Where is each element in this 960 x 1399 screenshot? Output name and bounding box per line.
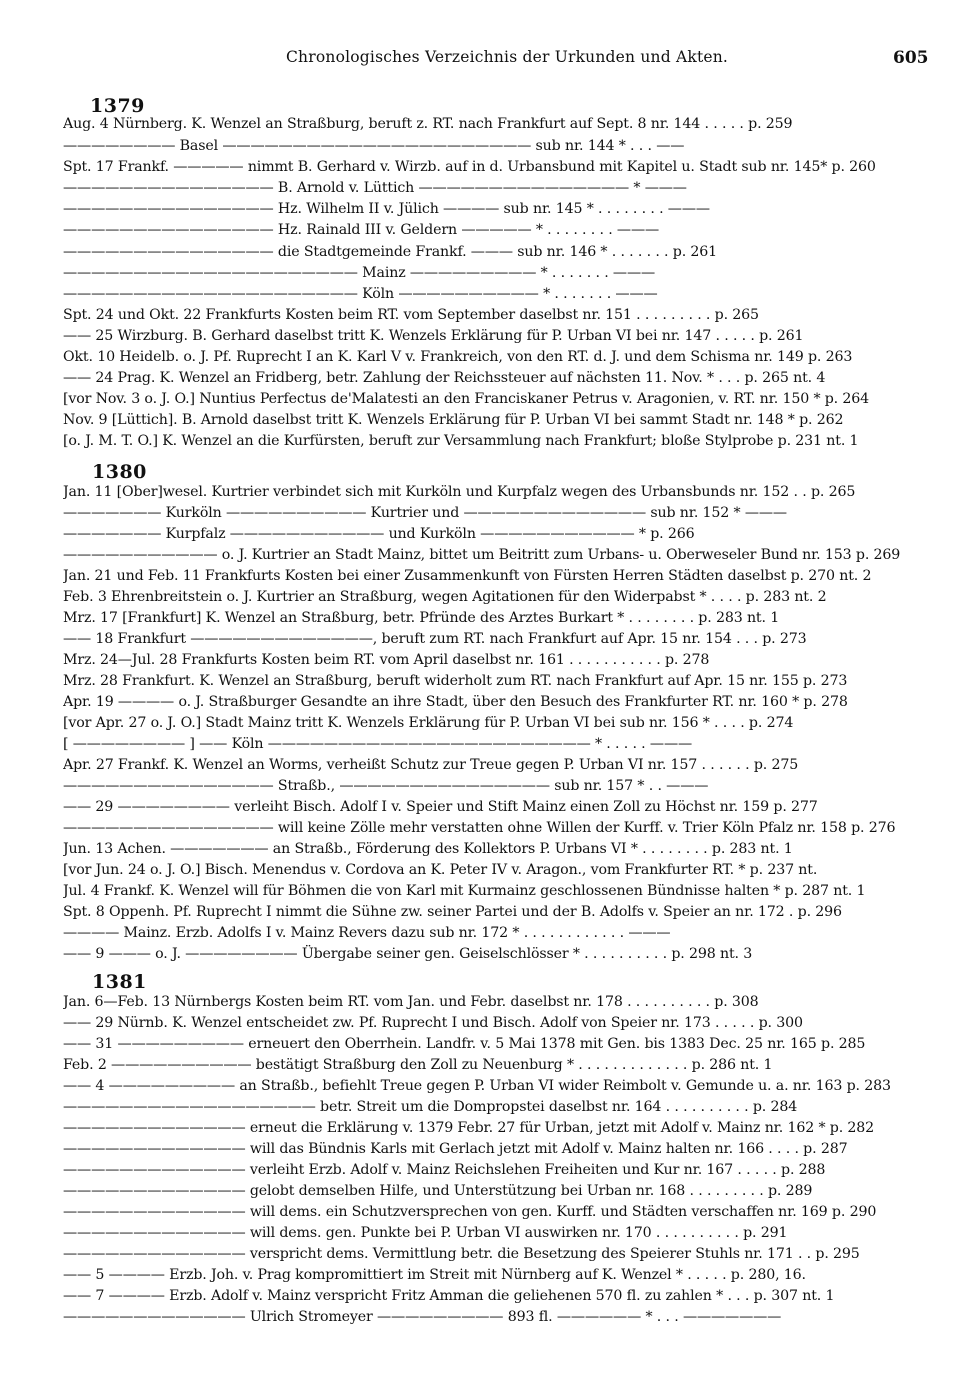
entry-line: Spt. 17 Frankf. ————— nimmt B. Gerhard v. Wirzb. auf in d. Urbansbund mit Kapitel u. Stadt sub nr. 145* p. 260 bbox=[63, 159, 876, 175]
entry-line: Jan. 6—Feb. 13 Nürnbergs Kosten beim RT. vom Jan. und Febr. daselbst nr. 178 . . . . . . . . . . p. 308 bbox=[63, 994, 759, 1010]
entry-line: —————————————————— betr. Streit um die Dompropstei daselbst nr. 164 . . . . . . . . . . p. 284 bbox=[63, 1099, 798, 1115]
entry-line: Feb. 2 —————————— bestätigt Straßburg den Zoll zu Neuenburg * . . . . . . . . . . . . . p. 286 nt. 1 bbox=[63, 1057, 773, 1073]
entry-line: —— 18 Frankfurt —————————————, beruft zum RT. nach Frankfurt auf Apr. 15 nr. 154 . . . p. 273 bbox=[63, 631, 807, 647]
entry-line: Apr. 27 Frankf. K. Wenzel an Worms, verheißt Schutz zur Treue gegen P. Urban VI nr. 157 . . . . . . p. 275 bbox=[63, 757, 799, 773]
entry-line: —— 25 Wirzburg. B. Gerhard daselbst tritt K. Wenzels Erklärung für P. Urban VI bei nr. 147 . . . . . p. 261 bbox=[63, 328, 804, 344]
entry-line: —— 24 Prag. K. Wenzel an Fridberg, betr. Zahlung der Reichssteuer auf nächsten 11. Nov. * . . . p. 265 nt. 4 bbox=[63, 370, 826, 386]
entry-line: ——————— Kurköln —————————— Kurtrier und ————————————— sub nr. 152 * ——— bbox=[63, 505, 787, 521]
entry-line: ———————— Basel —————————————————————— sub nr. 144 * . . . —— bbox=[63, 138, 685, 154]
year-heading: 1381 bbox=[92, 971, 147, 993]
entry-line: [vor Jun. 24 o. J. O.] Bisch. Menendus v. Cordova an K. Peter IV v. Aragon., vom Frankfurter RT. * p. 237 nt. bbox=[63, 862, 818, 878]
entry-line: ——————————————— Straßb., ——————————————— sub nr. 157 * . . ——— bbox=[63, 778, 709, 794]
entry-line: Feb. 3 Ehrenbreitstein o. J. Kurtrier an Straßburg, wegen Agitationen für den Widerpabst * . . . . p. 283 nt. 2 bbox=[63, 589, 827, 605]
running-title: Chronologisches Verzeichnis der Urkunden und Akten. bbox=[286, 48, 729, 66]
entry-line: —— 9 ——— o. J. ———————— Übergabe seiner gen. Geiselschlösser * . . . . . . . . . . p. 298 nt. 3 bbox=[63, 946, 753, 962]
running-header bbox=[0, 44, 960, 74]
entry-line: ——————————————— die Stadtgemeinde Frankf. ——— sub nr. 146 * . . . . . . . p. 261 bbox=[63, 244, 718, 260]
entry-line: Okt. 10 Heidelb. o. J. Pf. Ruprecht I an K. Karl V v. Frankreich, von den RT. d. J. und dem Schisma nr. 149 p. 263 bbox=[63, 349, 853, 365]
entry-line: ——————————————— will keine Zölle mehr verstatten ohne Willen der Kurff. v. Trier Köln Pfalz nr. 158 p. 276 bbox=[63, 820, 896, 836]
entry-line: ——————————————— B. Arnold v. Lüttich ——————————————— * ——— bbox=[63, 180, 687, 196]
entry-line: ——————————— o. J. Kurtrier an Stadt Mainz, bittet um Beitritt zum Urbans- u. Oberweseler Bund nr. 153 p. 269 bbox=[63, 547, 901, 563]
entry-line: —— 5 ———— Erzb. Joh. v. Prag kompromittiert im Streit mit Nürnberg auf K. Wenzel * . . . . . p. 280, 16. bbox=[63, 1267, 806, 1283]
entry-line: [vor Nov. 3 o. J. O.] Nuntius Perfectus de'Malatesti an den Franciskaner Petrus v. Aragonien, v. RT. nr. 150 * p. 264 bbox=[63, 391, 870, 407]
entry-line: ————————————— will dems. gen. Punkte bei P. Urban VI auswirken nr. 170 . . . . . . . . . . p. 291 bbox=[63, 1225, 788, 1241]
entry-line: ————————————— erneut die Erklärung v. 1379 Febr. 27 für Urban, jetzt mit Adolf v. Mainz nr. 162 * p. 282 bbox=[63, 1120, 875, 1136]
entry-line: ————————————————————— Mainz ————————— * . . . . . . . ——— bbox=[63, 265, 656, 281]
entry-line: Aug. 4 Nürnberg. K. Wenzel an Straßburg, beruft z. RT. nach Frankfurt auf Sept. 8 nr. 144 . . . . . p. 259 bbox=[63, 116, 793, 132]
entry-line: Jun. 13 Achen. ——————— an Straßb., Förderung des Kollektors P. Urbans VI * . . . . . . . . p. 283 nt. 1 bbox=[63, 841, 793, 857]
entry-line: ——————————————— Hz. Rainald III v. Geldern ————— * . . . . . . . . ——— bbox=[63, 222, 660, 238]
year-heading: 1379 bbox=[90, 95, 145, 117]
entry-line: ————————————— verspricht dems. Vermittlung betr. die Besetzung des Speierer Stuhls nr. 171 . . p. 295 bbox=[63, 1246, 860, 1262]
entry-line: Spt. 24 und Okt. 22 Frankfurts Kosten beim RT. vom September daselbst nr. 151 . . . . . . . . . p. 265 bbox=[63, 307, 759, 323]
entry-line: Jan. 11 [Ober]wesel. Kurtrier verbindet sich mit Kurköln und Kurpfalz wegen des Urbansbunds nr. 152 . . p. 265 bbox=[63, 484, 856, 500]
entry-line: Mrz. 24—Jul. 28 Frankfurts Kosten beim RT. vom April daselbst nr. 161 . . . . . . . . . . . p. 278 bbox=[63, 652, 710, 668]
entry-line: —— 29 Nürnb. K. Wenzel entscheidet zw. Pf. Ruprecht I und Bisch. Adolf von Speier nr. 173 . . . . . p. 300 bbox=[63, 1015, 803, 1031]
page-number: 605 bbox=[893, 48, 929, 68]
entry-line: ————————————— Ulrich Stromeyer ————————— 893 fl. —————— * . . . ——————— bbox=[63, 1309, 782, 1325]
entry-line: Jan. 21 und Feb. 11 Frankfurts Kosten bei einer Zusammenkunft von Fürsten Herren Städten daselbst p. 270 nt. 2 bbox=[63, 568, 872, 584]
entry-line: ————————————— verleiht Erzb. Adolf v. Mainz Reichslehen Freiheiten und Kur nr. 167 . . . . . p. 288 bbox=[63, 1162, 826, 1178]
entry-line: —— 4 ————————— an Straßb., befiehlt Treue gegen P. Urban VI wider Reimbolt v. Gemunde u. a. nr. 163 p. 283 bbox=[63, 1078, 891, 1094]
entry-line: —— 29 ———————— verleiht Bisch. Adolf I v. Speier und Stift Mainz einen Zoll zu Höchst nr. 159 p. 277 bbox=[63, 799, 818, 815]
entry-line: [o. J. M. T. O.] K. Wenzel an die Kurfürsten, beruft zur Versammlung nach Frankfurt; bloße Stylprobe p. 231 nt. 1 bbox=[63, 433, 859, 449]
entry-line: [ ———————— ] —— Köln ——————————————————————— * . . . . . ——— bbox=[63, 736, 693, 752]
entry-line: ————————————————————— Köln —————————— * . . . . . . . ——— bbox=[63, 286, 658, 302]
entry-line: ——————— Kurpfalz ——————————— und Kurköln ——————————— * p. 266 bbox=[63, 526, 695, 542]
entry-line: Mrz. 28 Frankfurt. K. Wenzel an Straßburg, beruft widerholt zum RT. nach Frankfurt auf Apr. 15 nr. 155 p. 273 bbox=[63, 673, 848, 689]
entry-line: Spt. 8 Oppenh. Pf. Ruprecht I nimmt die Sühne zw. seiner Partei und der B. Adolfs v. Speier an nr. 172 . p. 296 bbox=[63, 904, 842, 920]
entry-line: Jul. 4 Frankf. K. Wenzel will für Böhmen die von Karl mit Kurmainz geschlossenen Bündnisse halten * p. 287 nt. 1 bbox=[63, 883, 866, 899]
entry-line: [vor Apr. 27 o. J. O.] Stadt Mainz tritt K. Wenzels Erklärung für P. Urban VI bei sub nr. 156 * . . . . p. 274 bbox=[63, 715, 794, 731]
entry-line: —— 7 ———— Erzb. Adolf v. Mainz verspricht Fritz Amman die geliehenen 570 fl. zu zahlen * . . . p. 307 nt. 1 bbox=[63, 1288, 835, 1304]
entry-line: ————————————— gelobt demselben Hilfe, und Unterstützung bei Urban nr. 168 . . . . . . . . . p. 289 bbox=[63, 1183, 813, 1199]
entry-line: Apr. 19 ———— o. J. Straßburger Gesandte an ihre Stadt, über den Besuch des Frankfurter RT. nr. 160 * p. 278 bbox=[63, 694, 848, 710]
entry-line: Mrz. 17 [Frankfurt] K. Wenzel an Straßburg, betr. Pfründe des Arztes Burkart * . . . . . . . . p. 283 nt. 1 bbox=[63, 610, 780, 626]
entry-line: —— 31 ————————— erneuert den Oberrhein. Landfr. v. 5 Mai 1378 mit Gen. bis 1383 Dec. 25 nr. 165 p. 285 bbox=[63, 1036, 866, 1052]
entry-line: ————————————— will das Bündnis Karls mit Gerlach jetzt mit Adolf v. Mainz halten nr. 166 . . . . p. 287 bbox=[63, 1141, 848, 1157]
entry-line: ———— Mainz. Erzb. Adolfs I v. Mainz Revers dazu sub nr. 172 * . . . . . . . . . . . . ——— bbox=[63, 925, 671, 941]
entry-line: Nov. 9 [Lüttich]. B. Arnold daselbst tritt K. Wenzels Erklärung für P. Urban VI bei sammt Stadt nr. 148 * p. 262 bbox=[63, 412, 844, 428]
year-heading: 1380 bbox=[92, 461, 147, 483]
entry-line: ——————————————— Hz. Wilhelm II v. Jülich ———— sub nr. 145 * . . . . . . . . ——— bbox=[63, 201, 710, 217]
entry-line: ————————————— will dems. ein Schutzversprechen von gen. Kurff. und Städten verschaffen nr. 169 p. 290 bbox=[63, 1204, 877, 1220]
